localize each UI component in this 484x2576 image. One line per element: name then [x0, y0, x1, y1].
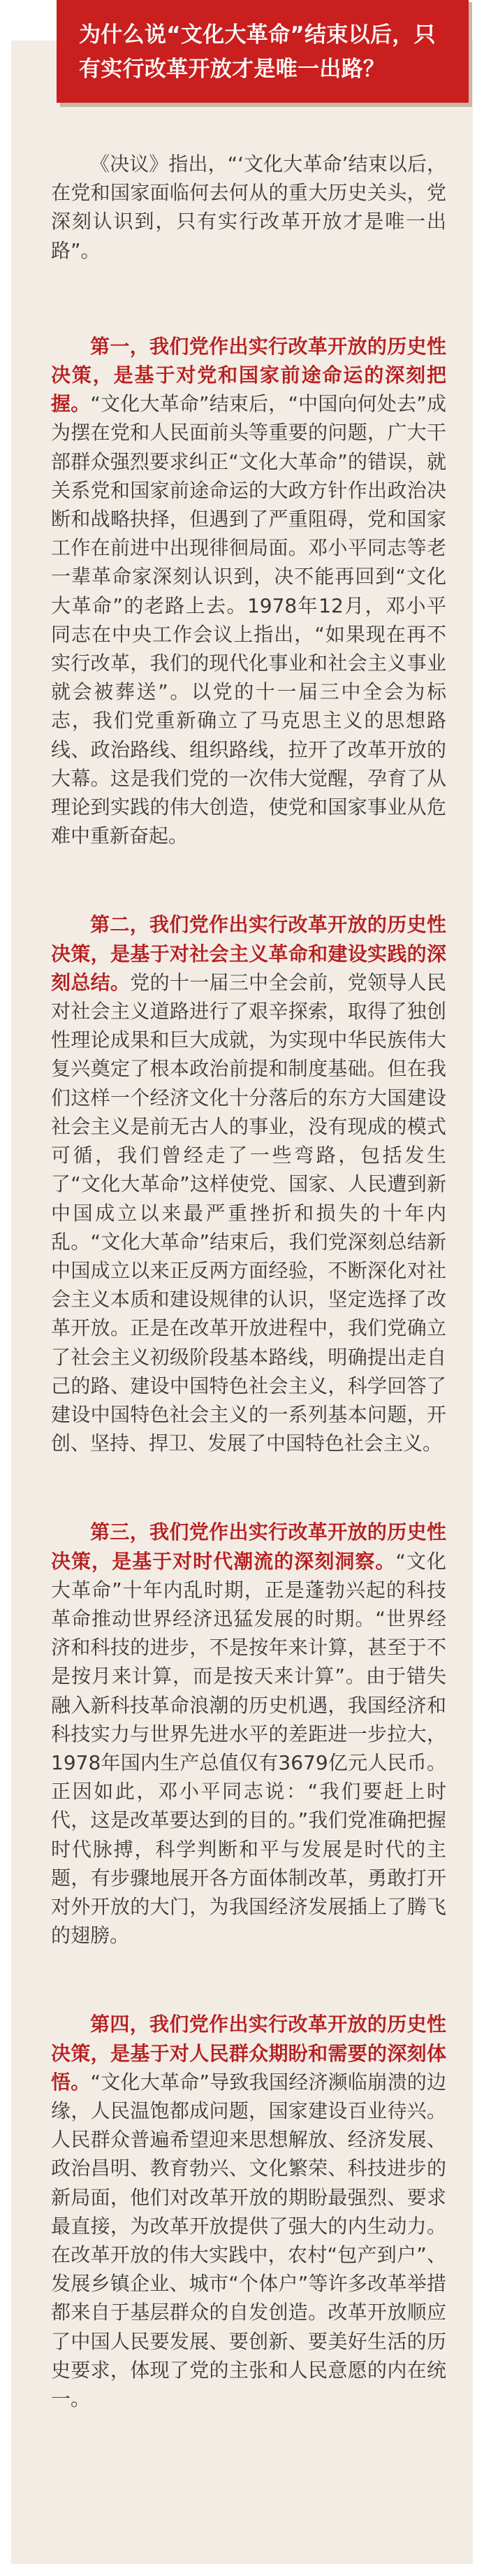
article-body: [51, 150, 446, 2413]
question-header: 为什么说“文化大革命”结束以后，只有实行改革开放才是唯一出路？: [57, 0, 469, 103]
section-2-heading: 第二，我们党作出实行改革开放的历史性决策，是基于对社会主义革命和建设实践的深刻总结。: [51, 913, 446, 994]
section-1-paragraph: [51, 332, 446, 851]
section-4-heading: 第四，我们党作出实行改革开放的历史性决策，是基于对人民群众期盼和需要的深刻体悟。: [51, 2013, 446, 2094]
section-3-body: “文化大革命”十年内乱时期，正是蓬勃兴起的科技革命推动世界经济迅猛发展的时期。“世界经济和科技的进步，不是按年来计算，甚至于不是按月来计算，而是按天来计算”。由于错失融入新科技革命浪潮的历史机遇，我国经济和科技实力与世界先进水平的差距进一步拉大，1978年国内生产总值仅有3679亿元人民币。正因如此，邓小平同志说：“我们要赶上时代，这是改革要达到的目的。”我们党准确把握时代脉搏，科学判断和平与发展是时代的主题，有步骤地展开各方面体制改革，勇敢打开对外开放的大门，为我国经济发展插上了腾飞的翅膀。: [51, 1549, 446, 1948]
section-4-paragraph: [51, 2010, 446, 2413]
intro-paragraph: 《决议》指出，“‘文化大革命’结束以后，在党和国家面临何去何从的重大历史关头，党深刻认识到，只有实行改革开放才是唯一出路”。: [51, 152, 446, 262]
section-3-heading: 第三，我们党作出实行改革开放的历史性决策，是基于对时代潮流的深刻洞察。: [51, 1520, 446, 1573]
section-4-body: “文化大革命”导致我国经济濒临崩溃的边缘，人民温饱都成问题，国家建设百业待兴。人民群众普遍希望迎来思想解放、经济发展、政治昌明、教育勃兴、文化繁荣、科技进步的新局面，他们对改革开放的期盼最强烈、要求最直接，为改革开放提供了强大的内生动力。在改革开放的伟大实践中，农村“包产到户”、发展乡镇企业、城市“个体户”等许多改革举措都来自于基层群众的自发创造。改革开放顺应了中国人民要发展、要创新、要美好生活的历史要求，体现了党的主张和人民意愿的内在统一。: [51, 2070, 446, 2411]
section-1-heading: 第一，我们党作出实行改革开放的历史性决策，是基于对党和国家前途命运的深刻把握。: [51, 334, 446, 416]
section-2-paragraph: [51, 910, 446, 1458]
section-1-body: “文化大革命”结束后，“中国向何处去”成为摆在党和人民面前头等重要的问题，广大干部群众强烈要求纠正“文化大革命”的错误，就关系党和国家前途命运的大政方针作出政治决断和战略抉择，但遇到了严重阻碍，党和国家工作在前进中出现徘徊局面。邓小平同志等老一辈革命家深刻认识到，决不能再回到“文化大革命”的老路上去。1978年12月，邓小平同志在中央工作会议上指出，“如果现在再不实行改革，我们的现代化事业和社会主义事业就会被葬送”。以党的十一届三中全会为标志，我们党重新确立了马克思主义的思想路线、政治路线、组织路线，拉开了改革开放的大幕。这是我们党的一次伟大觉醒，孕育了从理论到实践的伟大创造，使党和国家事业从危难中重新奋起。: [51, 392, 446, 848]
section-2-body: 党的十一届三中全会前，党领导人民对社会主义道路进行了艰辛探索，取得了独创性理论成果和巨大成就，为实现中华民族伟大复兴奠定了根本政治前提和制度基础。但在我们这样一个经济文化十分落后的东方大国建设社会主义是前无古人的事业，没有现成的模式可循，我们曾经走了一些弯路，包括发生了“文化大革命”这样使党、国家、人民遭到新中国成立以来最严重挫折和损失的十年内乱。“文化大革命”结束后，我们党深刻总结新中国成立以来正反两方面经验，不断深化对社会主义本质和建设规律的认识，坚定选择了改革开放。正是在改革开放进程中，我们党确立了社会主义初级阶段基本路线，明确提出走自己的路、建设中国特色社会主义，科学回答了建设中国特色社会主义的一系列基本问题，开创、坚持、捍卫、发展了中国特色社会主义。: [51, 970, 446, 1455]
section-3-paragraph: [51, 1518, 446, 1950]
